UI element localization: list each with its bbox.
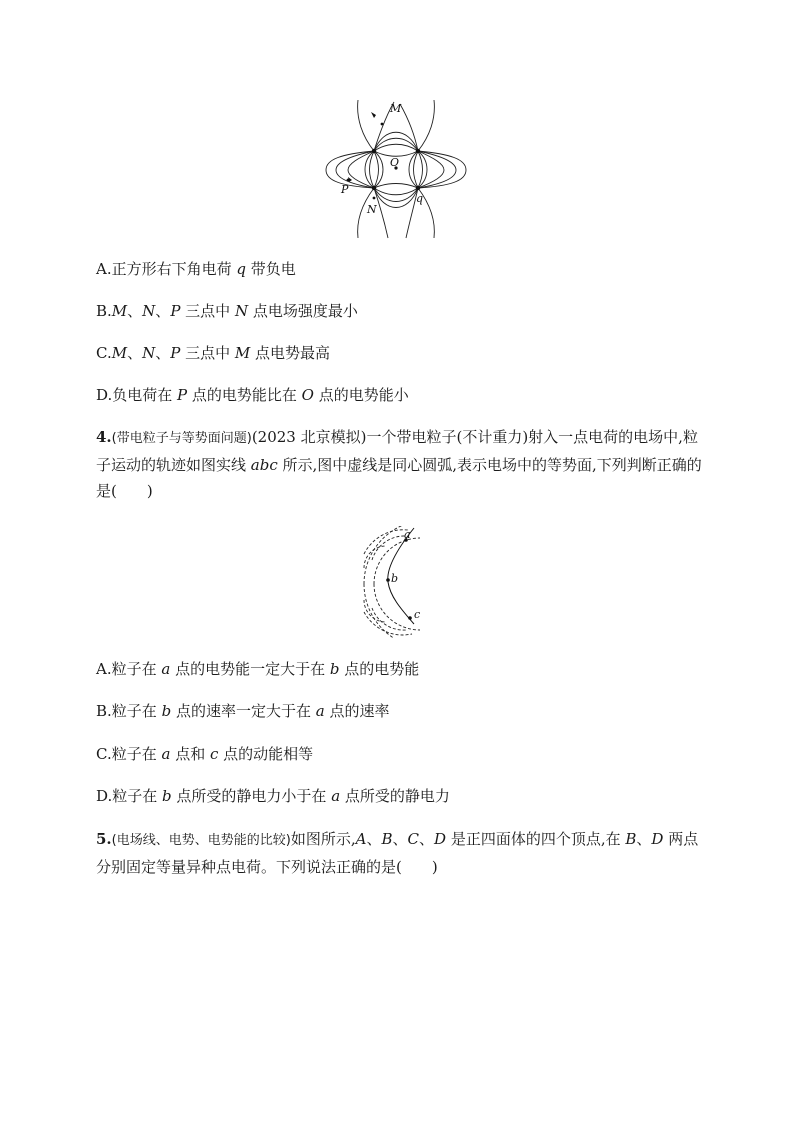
q4-topic-tag: (带电粒子与等势面问题)	[111, 431, 252, 446]
q4-option-b: B.粒子在 b 点的速率一定大于在 a 点的速率	[96, 702, 390, 720]
q4-option-a: A.粒子在 a 点的电势能一定大于在 b 点的电势能	[96, 660, 420, 678]
label-N: N	[367, 203, 377, 216]
q5-number: 5.	[96, 830, 112, 848]
label-c: c	[414, 608, 421, 621]
q3-option-c: C.M、N、P 三点中 M 点电势最高	[96, 344, 331, 362]
q5-stem: 5.(电场线、电势、电势能的比较)如图所示,A、B、C、D 是正四面体的四个顶点,在 B、D 两点分别固定等量异种点电荷。下列说法正确的是( )	[96, 830, 699, 876]
q3-option-b: B.M、N、P 三点中 N 点电场强度最小	[96, 302, 358, 320]
q5-topic-tag: (电场线、电势、电势能的比较)	[111, 833, 291, 848]
q4-option-d: D.粒子在 b 点所受的静电力小于在 a 点所受的静电力	[96, 787, 450, 805]
field-lines-diagram	[322, 96, 470, 240]
label-b: b	[391, 572, 399, 585]
trajectory-diagram	[362, 526, 438, 638]
label-P: P	[341, 183, 349, 196]
label-q: q	[416, 192, 424, 205]
label-O: O	[390, 156, 400, 169]
trajectory-figure	[362, 526, 438, 638]
q3-option-d: D.负电荷在 P 点的电势能比在 O 点的电势能小	[96, 386, 409, 404]
q4-option-c: C.粒子在 a 点和 c 点的动能相等	[96, 745, 314, 763]
label-a: a	[404, 528, 411, 541]
label-M: M	[390, 102, 402, 115]
q4-number: 4.	[96, 428, 112, 446]
q4-stem: 4.(带电粒子与等势面问题)(2023 北京模拟)一个带电粒子(不计重力)射入一点电荷的电场中,粒子运动的轨迹如图实线 abc 所示,图中虚线是同心圆弧,表示电场中的等势面,下列判断正确的是( )	[96, 428, 702, 500]
q3-option-a: A.正方形右下角电荷 q 带负电	[96, 260, 296, 278]
field-lines-figure	[322, 96, 470, 240]
